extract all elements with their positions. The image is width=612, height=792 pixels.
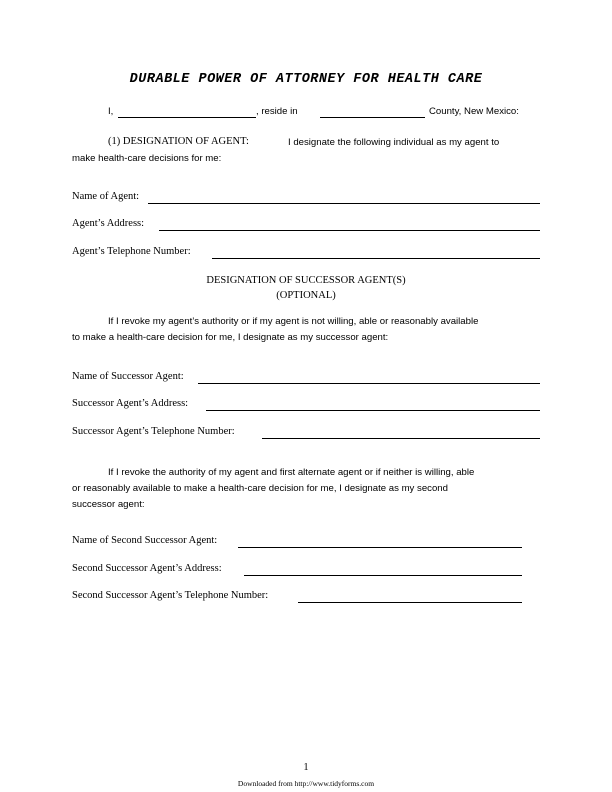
agent-phone-label: Agent’s Telephone Number: [72,246,191,257]
successor-name-label: Name of Successor Agent: [72,371,184,382]
footer-prefix: Downloaded from [237,779,293,788]
page-number: 1 [303,762,309,773]
section1-heading: (1) DESIGNATION OF AGENT: [108,136,249,147]
successor-para-line2: to make a health-care decision for me, I designate as my successor agent: [72,332,389,343]
successor-phone-label: Successor Agent’s Telephone Number: [72,426,235,437]
second-para-line3: successor agent: [72,499,145,510]
agent-name-label: Name of Agent: [72,191,140,202]
second-para-line2: or reasonably available to make a health-care decision for me, I designate as my second [72,483,448,494]
second-successor-address-label: Second Successor Agent’s Address: [72,563,222,574]
intro-prefix: I, [108,106,114,117]
agent-phone-line[interactable] [212,258,540,259]
successor-name-line[interactable] [198,383,540,384]
county-line[interactable] [320,117,425,118]
successor-address-line[interactable] [206,410,540,411]
agent-name-line[interactable] [148,203,540,204]
footer-url-link[interactable]: http://www.tidyforms.com [294,779,375,788]
agent-address-line[interactable] [159,230,540,231]
successor-para-line1: If I revoke my agent’s authority or if my agent is not willing, able or reasonably available [108,316,479,327]
agent-address-label: Agent’s Address: [72,218,145,229]
second-para-line1: If I revoke the authority of my agent and first alternate agent or if neither is willing, able [108,467,475,478]
intro-reside-in: , reside in [256,106,298,117]
section1-text-line2: make health-care decisions for me: [72,153,222,164]
second-successor-address-line[interactable] [244,575,522,576]
second-successor-phone-line[interactable] [298,602,522,603]
intro-suffix: County, New Mexico: [429,106,519,117]
second-successor-phone-label: Second Successor Agent’s Telephone Number: [72,590,269,601]
footer [0,779,612,788]
successor-phone-line[interactable] [262,438,540,439]
second-successor-name-label: Name of Second Successor Agent: [72,535,218,546]
document-title: DURABLE POWER OF ATTORNEY FOR HEALTH CARE [129,72,483,87]
second-successor-name-line[interactable] [238,547,522,548]
successor-heading-line1: DESIGNATION OF SUCCESSOR AGENT(S) [206,275,406,286]
successor-heading-line2: (OPTIONAL) [276,290,336,301]
successor-address-label: Successor Agent’s Address: [72,398,189,409]
principal-name-line[interactable] [118,117,256,118]
section1-text-line1: I designate the following individual as my agent to [288,137,500,148]
